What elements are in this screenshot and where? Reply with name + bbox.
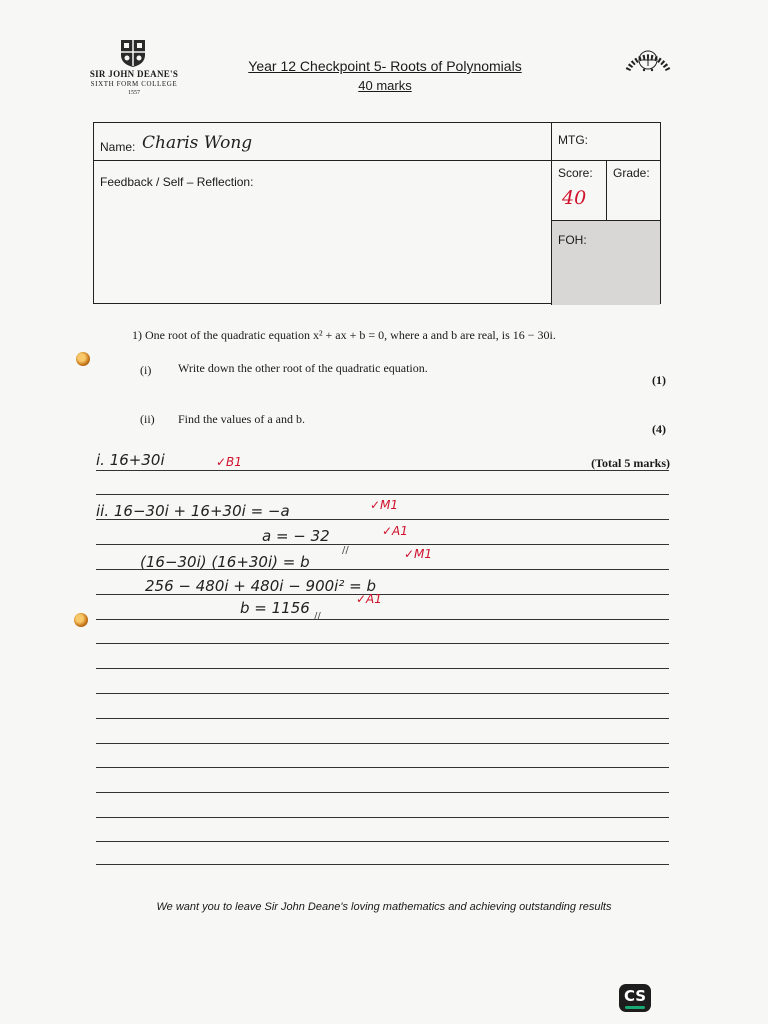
- mark-m1: ✓M1: [370, 498, 399, 512]
- margin-bullet-icon: [76, 352, 90, 366]
- answer-rule: [96, 767, 669, 768]
- total-marks: (Total 5 marks): [591, 456, 670, 470]
- name-cell[interactable]: [94, 123, 552, 161]
- part-ii-number: (ii): [140, 412, 155, 426]
- maths-department-stamp-icon: [620, 30, 676, 86]
- answer-rule: [96, 643, 669, 644]
- answer-rule: [96, 544, 669, 545]
- foh-label: FOH:: [558, 233, 587, 247]
- answer-rule: [96, 817, 669, 818]
- answer-rule: [96, 619, 669, 620]
- score-value: 40: [562, 187, 587, 209]
- question-stem: 1) One root of the quadratic equation x² + ax + b = 0, where a and b are real, is 16 − 30i.: [132, 328, 556, 342]
- footer-motto: We want you to leave Sir John Deane's loving mathematics and achieving outstanding results: [156, 901, 612, 913]
- answer-line-4: (16−30i) (16+30i) = b: [140, 553, 310, 571]
- answer-line-5: 256 − 480i + 480i − 900i² = b: [145, 577, 376, 595]
- answer-rule: [96, 494, 669, 495]
- college-subtitle: SIXTH FORM COLLEGE: [90, 80, 178, 88]
- grade-label: Grade:: [613, 166, 650, 180]
- score-cell[interactable]: [552, 161, 607, 221]
- answer-rule: [96, 743, 669, 744]
- answer-rule: [96, 693, 669, 694]
- answer-rule: [96, 668, 669, 669]
- camscanner-badge-icon: CS: [619, 984, 651, 1012]
- college-name: SIR JOHN DEANE'S: [89, 69, 179, 79]
- foh-cell[interactable]: [552, 221, 660, 305]
- college-year: 1557: [128, 90, 140, 96]
- answer-line-3: a = − 32: [262, 527, 330, 545]
- part-i-marks: (1): [652, 373, 666, 387]
- grade-cell[interactable]: [607, 161, 660, 221]
- part-i-number: (i): [140, 363, 152, 377]
- answer-rule: [96, 792, 669, 793]
- college-crest-icon: [118, 38, 148, 68]
- part-i-text: Write down the other root of the quadratic equation.: [178, 361, 428, 375]
- mark-a1: ✓A1: [382, 524, 408, 538]
- answer-line-1: i. 16+30i: [96, 451, 165, 469]
- score-label: Score:: [558, 166, 593, 180]
- margin-bullet-icon: [74, 613, 88, 627]
- page-subtitle: 40 marks: [358, 78, 412, 93]
- name-label: Name:: [100, 140, 136, 154]
- answer-rule: [96, 718, 669, 719]
- mtg-label: MTG:: [558, 133, 588, 147]
- answer-rule: [96, 841, 669, 842]
- student-name: Charis Wong: [142, 133, 253, 153]
- feedback-cell[interactable]: [94, 161, 552, 305]
- follow-through-tick: //: [342, 545, 349, 556]
- mark-m1-second: ✓M1: [404, 547, 433, 561]
- feedback-label: Feedback / Self – Reflection:: [100, 175, 254, 189]
- part-ii-marks: (4): [652, 422, 666, 436]
- student-info-table: [93, 122, 661, 304]
- answer-rule: [96, 470, 669, 471]
- final-answer-tick: //: [314, 611, 321, 622]
- page-title: Year 12 Checkpoint 5- Roots of Polynomials: [248, 58, 522, 74]
- answer-line-2: ii. 16−30i + 16+30i = −a: [96, 502, 290, 520]
- mark-a1-second: ✓A1: [356, 592, 382, 606]
- part-ii-text: Find the values of a and b.: [178, 412, 305, 426]
- mtg-cell[interactable]: [552, 123, 660, 161]
- answer-rule: [96, 864, 669, 865]
- mark-b1: ✓B1: [216, 455, 242, 469]
- answer-line-6: b = 1156: [240, 599, 310, 617]
